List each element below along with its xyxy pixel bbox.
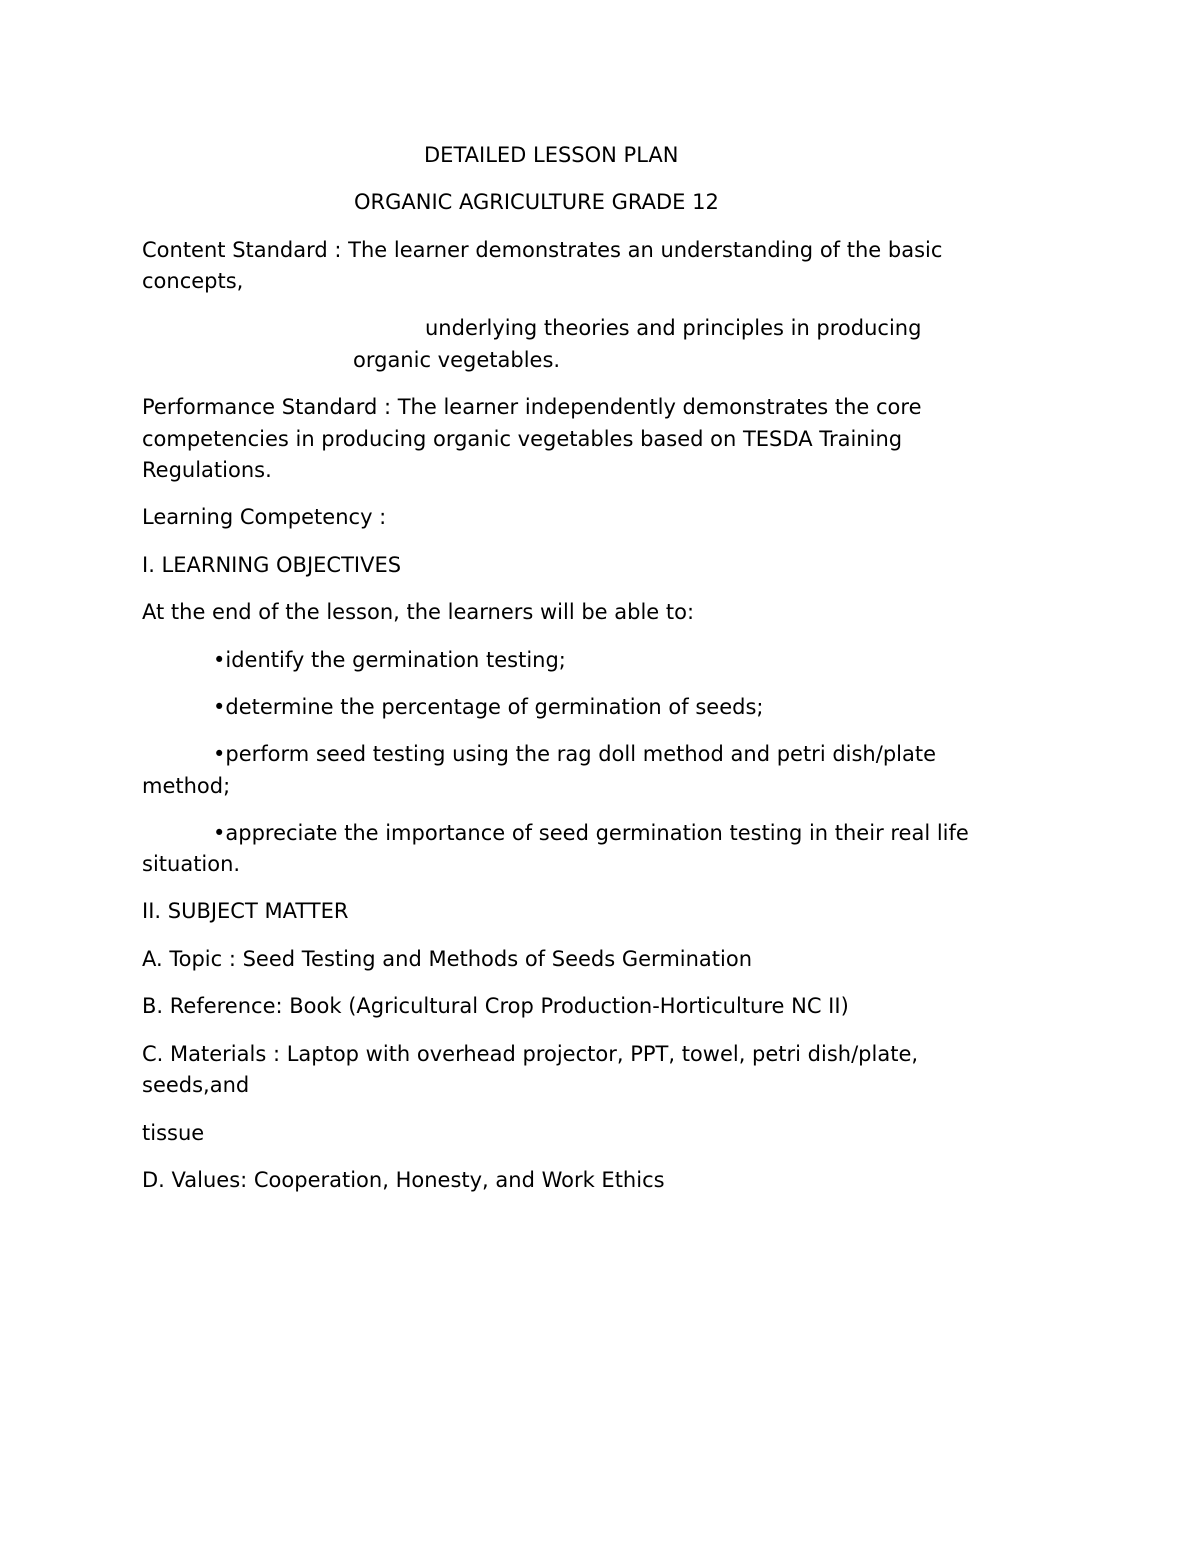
page-title: DETAILED LESSON PLAN [424, 143, 679, 167]
subject-topic: A. Topic : Seed Testing and Methods of Seeds Germination [142, 947, 753, 971]
content-standard-line: underlying theories and principles in producing [425, 316, 922, 340]
performance-standard-line: Regulations. [142, 458, 272, 482]
subject-materials: C. Materials : Laptop with overhead projector, PPT, towel, petri dish/plate, [142, 1042, 919, 1066]
objective-item-continuation: method; [142, 774, 231, 798]
learning-competency: Learning Competency : [142, 505, 387, 529]
subject-reference: B. Reference: Book (Agricultural Crop Production-Horticulture NC II) [142, 994, 849, 1018]
subject-materials-continuation: tissue [142, 1121, 205, 1145]
subject-materials-continuation: seeds,and [142, 1073, 250, 1097]
objective-item: •identify the germination testing; [213, 648, 566, 672]
learning-objectives-intro: At the end of the lesson, the learners will be able to: [142, 600, 695, 624]
content-standard-line: organic vegetables. [353, 348, 561, 372]
learning-objectives-heading: I. LEARNING OBJECTIVES [142, 553, 402, 577]
objective-item: •determine the percentage of germination of seeds; [213, 695, 764, 719]
content-standard-line: Content Standard : The learner demonstrates an understanding of the basic [142, 238, 943, 262]
performance-standard-line: competencies in producing organic vegetables based on TESDA Training [142, 427, 903, 451]
content-standard-line: concepts, [142, 269, 244, 293]
objective-item: •perform seed testing using the rag doll method and petri dish/plate [213, 742, 937, 766]
objective-item-continuation: situation. [142, 852, 241, 876]
subject-values: D. Values: Cooperation, Honesty, and Work Ethics [142, 1168, 665, 1192]
performance-standard-line: Performance Standard : The learner independently demonstrates the core [142, 395, 922, 419]
objective-item: •appreciate the importance of seed germination testing in their real life [213, 821, 969, 845]
subject-matter-heading: II. SUBJECT MATTER [142, 899, 349, 923]
page-subtitle: ORGANIC AGRICULTURE GRADE 12 [354, 190, 719, 214]
